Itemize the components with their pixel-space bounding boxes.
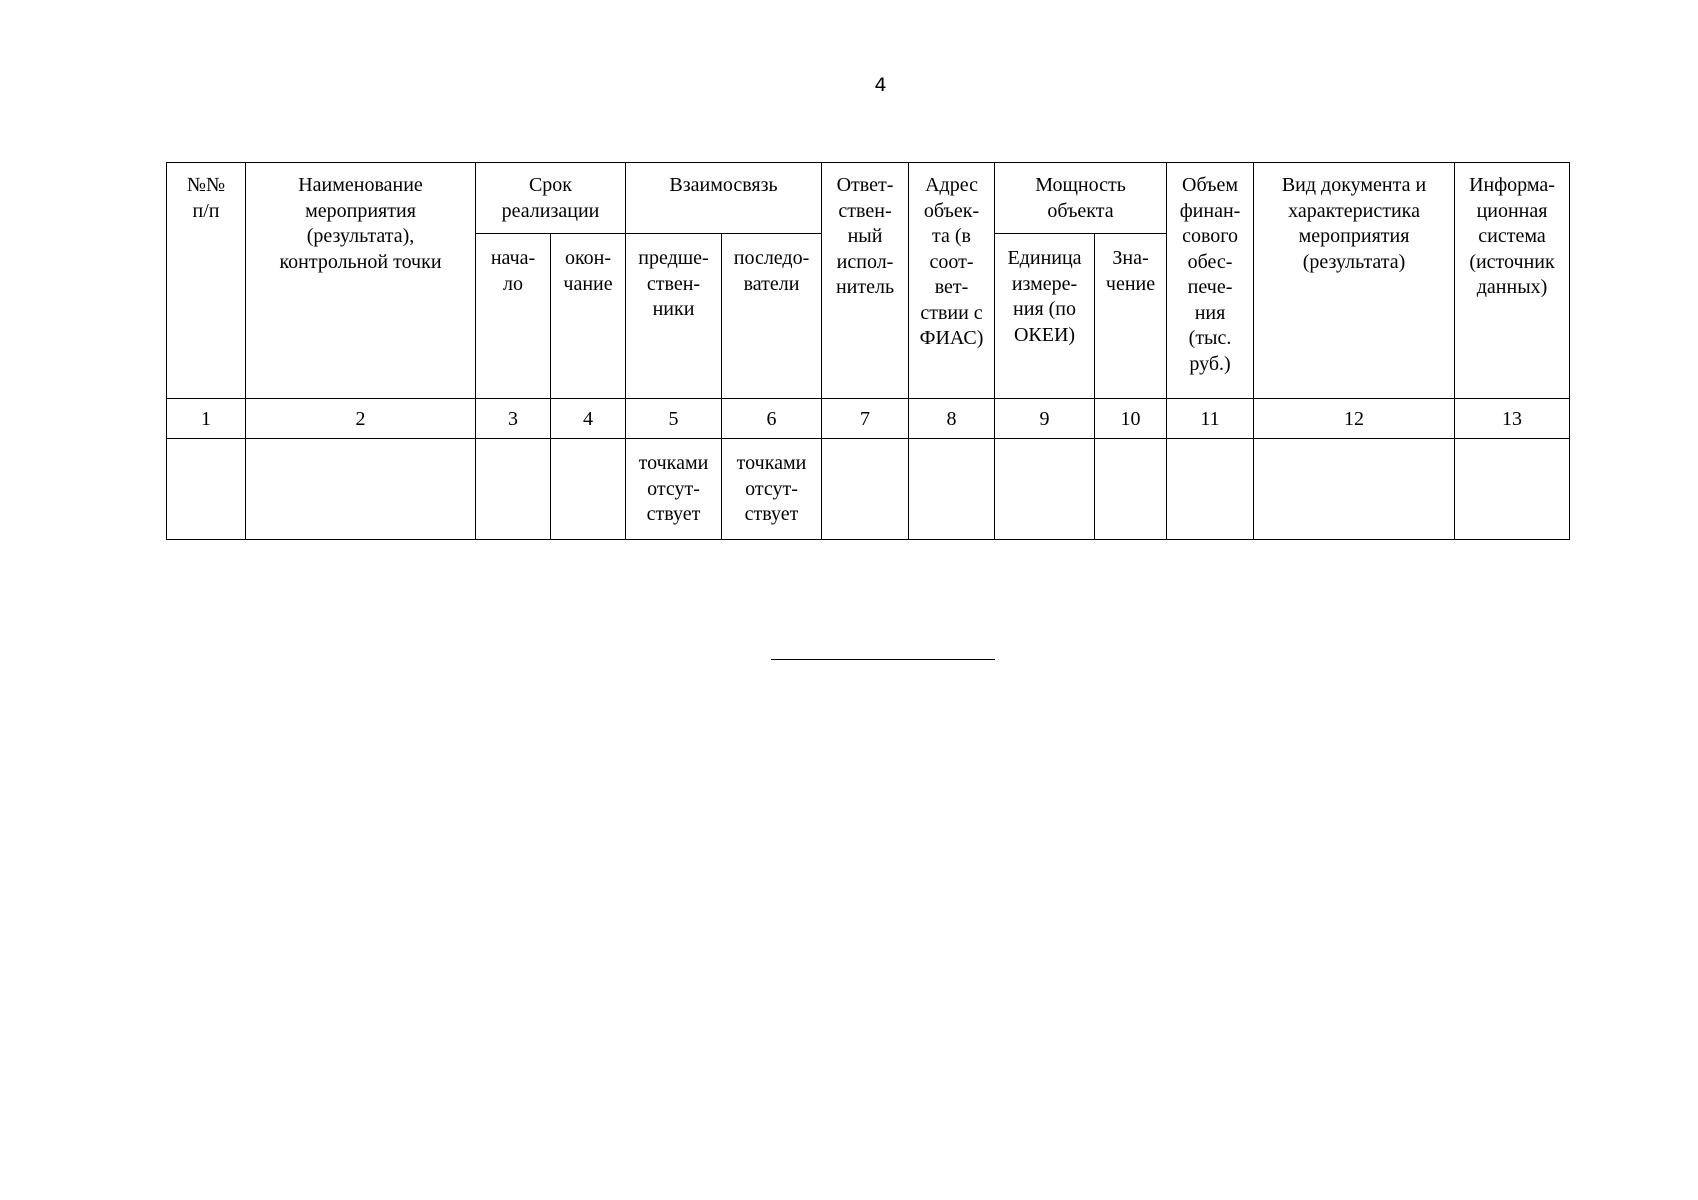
header-responsible: Ответ- ствен- ный испол- нитель bbox=[822, 163, 909, 399]
table-cell bbox=[167, 439, 246, 540]
column-number: 5 bbox=[626, 399, 722, 439]
header-num: №№ п/п bbox=[167, 163, 246, 399]
header-term-start: нача- ло bbox=[476, 234, 551, 399]
header-link-predecessors: предше- ствен- ники bbox=[626, 234, 722, 399]
column-number: 2 bbox=[246, 399, 476, 439]
table-cell bbox=[1254, 439, 1455, 540]
table-cell bbox=[995, 439, 1095, 540]
header-capacity-value: Зна- чение bbox=[1095, 234, 1167, 399]
column-number: 12 bbox=[1254, 399, 1455, 439]
column-number: 7 bbox=[822, 399, 909, 439]
table-cell: точками отсут- ствует bbox=[626, 439, 722, 540]
header-link: Взаимосвязь bbox=[626, 163, 822, 234]
header-term: Срок реализации bbox=[476, 163, 626, 234]
plan-table bbox=[166, 162, 1570, 540]
column-numbers-row bbox=[167, 399, 1570, 439]
header-term-end: окон- чание bbox=[551, 234, 626, 399]
column-number: 8 bbox=[909, 399, 995, 439]
column-number: 6 bbox=[722, 399, 822, 439]
column-number: 9 bbox=[995, 399, 1095, 439]
table-cell bbox=[1167, 439, 1254, 540]
header-name: Наименование мероприятия (результата), контрольной точки bbox=[246, 163, 476, 399]
table-cell bbox=[1095, 439, 1167, 540]
header-capacity: Мощность объекта bbox=[995, 163, 1167, 234]
header-address: Адрес объек- та (в соот- вет- ствии с ФИАС) bbox=[909, 163, 995, 399]
column-number: 10 bbox=[1095, 399, 1167, 439]
column-number: 11 bbox=[1167, 399, 1254, 439]
header-row-top bbox=[167, 163, 1570, 234]
table-cell bbox=[476, 439, 551, 540]
column-number: 1 bbox=[167, 399, 246, 439]
table-row bbox=[167, 439, 1570, 540]
header-link-successors: последо- ватели bbox=[722, 234, 822, 399]
footer-separator-line bbox=[771, 659, 995, 660]
header-info-system: Информа- ционная система (источник данных) bbox=[1455, 163, 1570, 399]
column-number: 13 bbox=[1455, 399, 1570, 439]
table-cell bbox=[1455, 439, 1570, 540]
table-cell: точками отсут- ствует bbox=[722, 439, 822, 540]
header-capacity-unit: Единица измере- ния (по ОКЕИ) bbox=[995, 234, 1095, 399]
column-number: 4 bbox=[551, 399, 626, 439]
table-cell bbox=[246, 439, 476, 540]
table-cell bbox=[551, 439, 626, 540]
page-number: 4 bbox=[874, 74, 887, 96]
column-number: 3 bbox=[476, 399, 551, 439]
table-cell bbox=[822, 439, 909, 540]
header-doc-type: Вид документа и характеристика мероприятия (результата) bbox=[1254, 163, 1455, 399]
table-cell bbox=[909, 439, 995, 540]
header-finance: Объем финан- сового обес- пече- ния (тыс. руб.) bbox=[1167, 163, 1254, 399]
